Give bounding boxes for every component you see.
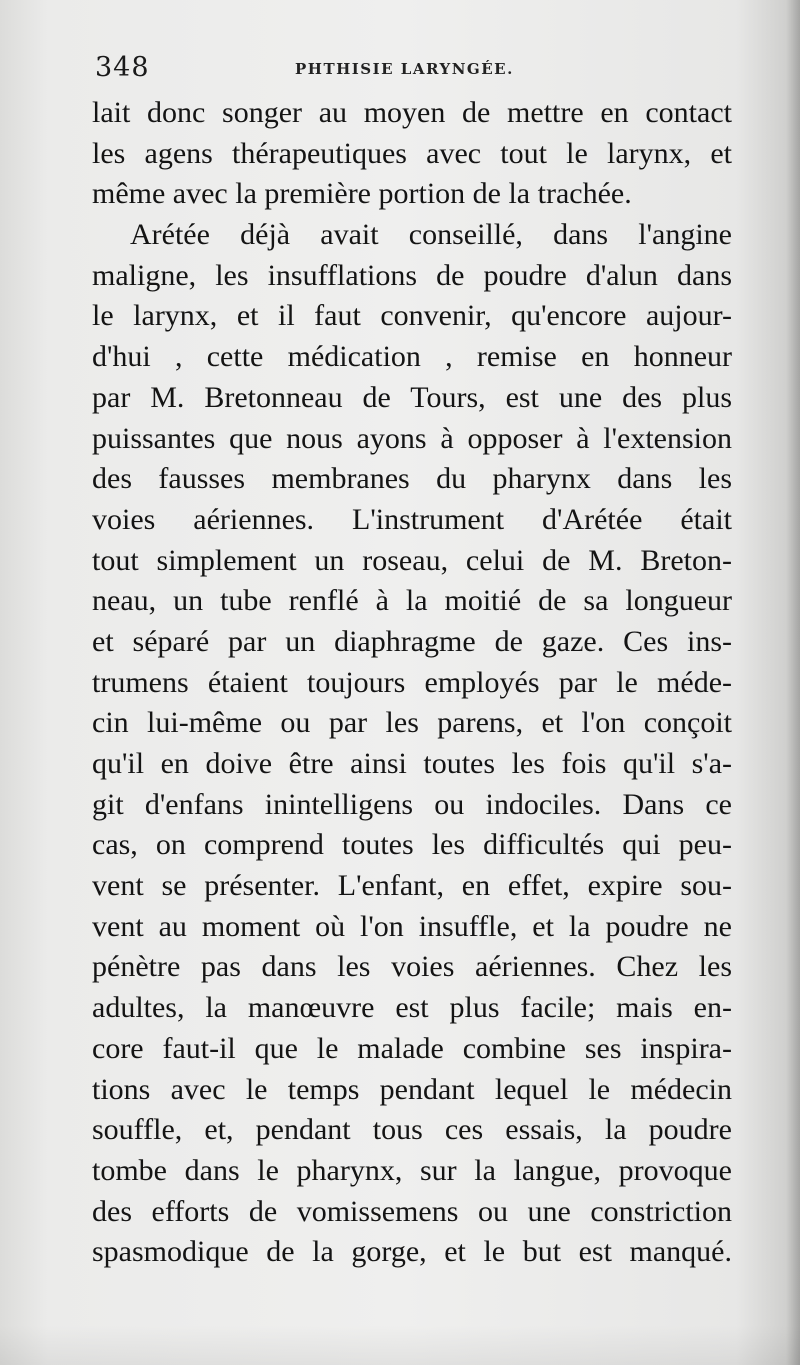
text-line: lait donc songer au moyen de mettre en contact — [92, 96, 732, 129]
text-line: neau, un tube renflé à la moitié de sa longueur — [92, 584, 732, 618]
text-line: des fausses membranes du pharynx dans les — [92, 462, 732, 496]
paragraph-first-line: Arétée déjà avait conseillé, dans l'angine — [130, 218, 732, 252]
page-header — [95, 52, 730, 92]
text-line: par M. Bretonneau de Tours, est une des plus — [92, 380, 732, 414]
text-line: maligne, les insufflations de poudre d'alun dans — [92, 258, 732, 292]
text-line: vent se présenter. L'enfant, en effet, expire sou- — [92, 869, 732, 903]
page-number: 348 — [95, 52, 150, 83]
text-line: pénètre pas dans les voies aériennes. Chez les — [92, 950, 732, 984]
text-line: spasmodique de la gorge, et le but est manqué. — [92, 1235, 732, 1269]
text-line: qu'il en doive être ainsi toutes les fois qu'il s'a- — [92, 747, 732, 780]
text-line: tions avec le temps pendant lequel le médecin — [92, 1072, 732, 1106]
text-line: d'hui , cette médication , remise en honneur — [92, 340, 732, 374]
text-line: git d'enfans inintelligens ou indociles. Dans ce — [92, 787, 732, 821]
text-line: tout simplement un roseau, celui de M. Breton- — [92, 543, 732, 577]
page-bottom-shadow — [0, 1325, 800, 1365]
text-line: voies aériennes. L'instrument d'Arétée était — [92, 502, 732, 536]
text-line: même avec la première portion de la trachée. — [92, 177, 632, 211]
text-line: trumens étaient toujours employés par le méde- — [92, 665, 732, 699]
text-line: puissantes que nous ayons à opposer à l'extension — [92, 421, 732, 455]
text-line: souffle, et, pendant tous ces essais, la poudre — [92, 1113, 732, 1147]
text-line: le larynx, et il faut convenir, qu'encore aujour- — [92, 299, 732, 333]
text-line: et séparé par un diaphragme de gaze. Ces ins- — [92, 624, 732, 658]
text-line: vent au moment où l'on insuffle, et la poudre ne — [92, 909, 732, 943]
text-line: cas, on comprend toutes les difficultés qui peu- — [92, 828, 732, 862]
text-line: les agens thérapeutiques avec tout le larynx, et — [92, 136, 732, 170]
text-line: core faut-il que le malade combine ses inspira- — [92, 1031, 732, 1065]
running-head: PHTHISIE LARYNGÉE. — [295, 60, 514, 78]
text-line: cin lui-même ou par les parens, et l'on conçoit — [92, 706, 732, 740]
text-line: adultes, la manœuvre est plus facile; mais en- — [92, 991, 732, 1025]
text-line: des efforts de vomissemens ou une constriction — [92, 1194, 732, 1228]
body-text — [92, 93, 732, 1273]
text-line: tombe dans le pharynx, sur la langue, provoque — [92, 1153, 732, 1187]
page-edge-shadow — [786, 0, 800, 1365]
